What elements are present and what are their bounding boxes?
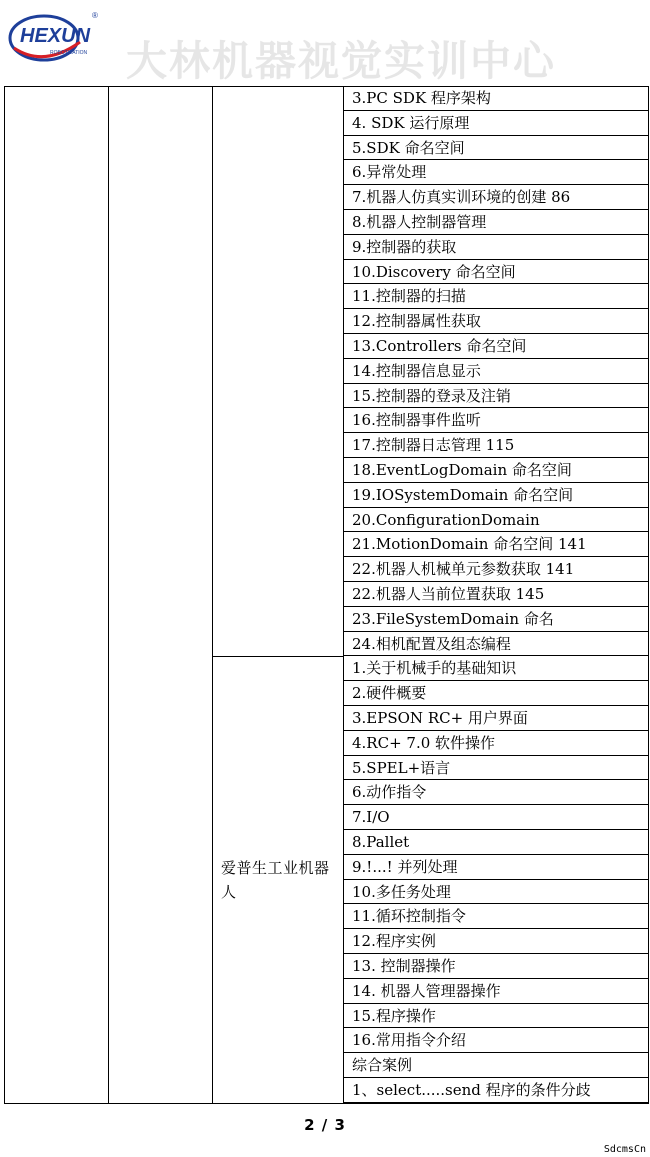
- table-row: 12.程序实例: [344, 929, 649, 954]
- table-row: 3.PC SDK 程序架构: [344, 86, 649, 111]
- table-row: 9.!...! 并列处理: [344, 855, 649, 880]
- table-row: 22.机器人当前位置获取 145: [344, 582, 649, 607]
- table-row: 13. 控制器操作: [344, 954, 649, 979]
- table-row: 23.FileSystemDomain 命名: [344, 607, 649, 632]
- table-row: 13.Controllers 命名空间: [344, 334, 649, 359]
- svg-text:®: ®: [92, 11, 98, 20]
- group-divider: [212, 656, 343, 657]
- course-group-label: 爱普生工业机器人: [221, 859, 330, 901]
- table-row: 10.Discovery 命名空间: [344, 260, 649, 285]
- table-row: 11.循环控制指令: [344, 904, 649, 929]
- page-indicator: 2 / 3: [304, 1116, 346, 1134]
- table-row: 8.机器人控制器管理: [344, 210, 649, 235]
- table-row: 5.SPEL+语言: [344, 756, 649, 781]
- table-row: 3.EPSON RC+ 用户界面: [344, 706, 649, 731]
- watermark-title: 大林机器视觉实训中心: [126, 37, 556, 85]
- table-row: 21.MotionDomain 命名空间 141: [344, 532, 649, 557]
- table-row: 1.关于机械手的基础知识: [344, 656, 649, 681]
- table-row: 17.控制器日志管理 115: [344, 433, 649, 458]
- table-row: 24.相机配置及组态编程: [344, 632, 649, 657]
- table-col-divider-1: [108, 86, 109, 1104]
- table-row: 11.控制器的扫描: [344, 284, 649, 309]
- table-col-divider-2: [212, 86, 213, 1104]
- table-row: 7.机器人仿真实训环境的创建 86: [344, 185, 649, 210]
- table-row: 15.程序操作: [344, 1004, 649, 1029]
- site-mark: SdcmsCn: [603, 1144, 646, 1155]
- table-row: 1、select.....send 程序的条件分歧: [344, 1078, 649, 1103]
- svg-text:ROBOTIZATION: ROBOTIZATION: [50, 50, 88, 56]
- table-row: 6.异常处理: [344, 160, 649, 185]
- table-row: 6.动作指令: [344, 780, 649, 805]
- table-row: 综合案例: [344, 1053, 649, 1078]
- table-row: 7.I/O: [344, 805, 649, 830]
- table-row: 9.控制器的获取: [344, 235, 649, 260]
- svg-text:HEXUN: HEXUN: [20, 25, 91, 47]
- curriculum-table: [4, 86, 649, 1104]
- table-row: 10.多任务处理: [344, 880, 649, 905]
- table-row: 18.EventLogDomain 命名空间: [344, 458, 649, 483]
- table-row: 16.控制器事件监听: [344, 408, 649, 433]
- table-row: 8.Pallet: [344, 830, 649, 855]
- table-row: 4. SDK 运行原理: [344, 111, 649, 136]
- table-border-left: [4, 86, 5, 1104]
- table-row: 15.控制器的登录及注销: [344, 384, 649, 409]
- table-border-bottom: [4, 1103, 649, 1104]
- table-row: 22.机器人机械单元参数获取 141: [344, 557, 649, 582]
- table-row: 2.硬件概要: [344, 681, 649, 706]
- table-row: 14. 机器人管理器操作: [344, 979, 649, 1004]
- table-row: 20.ConfigurationDomain: [344, 508, 649, 533]
- table-row: 14.控制器信息显示: [344, 359, 649, 384]
- table-row: 5.SDK 命名空间: [344, 136, 649, 161]
- table-row: 19.IOSystemDomain 命名空间: [344, 483, 649, 508]
- page-header: [0, 0, 650, 86]
- table-row: 12.控制器属性获取: [344, 309, 649, 334]
- table-row: 4.RC+ 7.0 软件操作: [344, 731, 649, 756]
- hexun-logo: [6, 8, 102, 66]
- table-row: 16.常用指令介绍: [344, 1028, 649, 1053]
